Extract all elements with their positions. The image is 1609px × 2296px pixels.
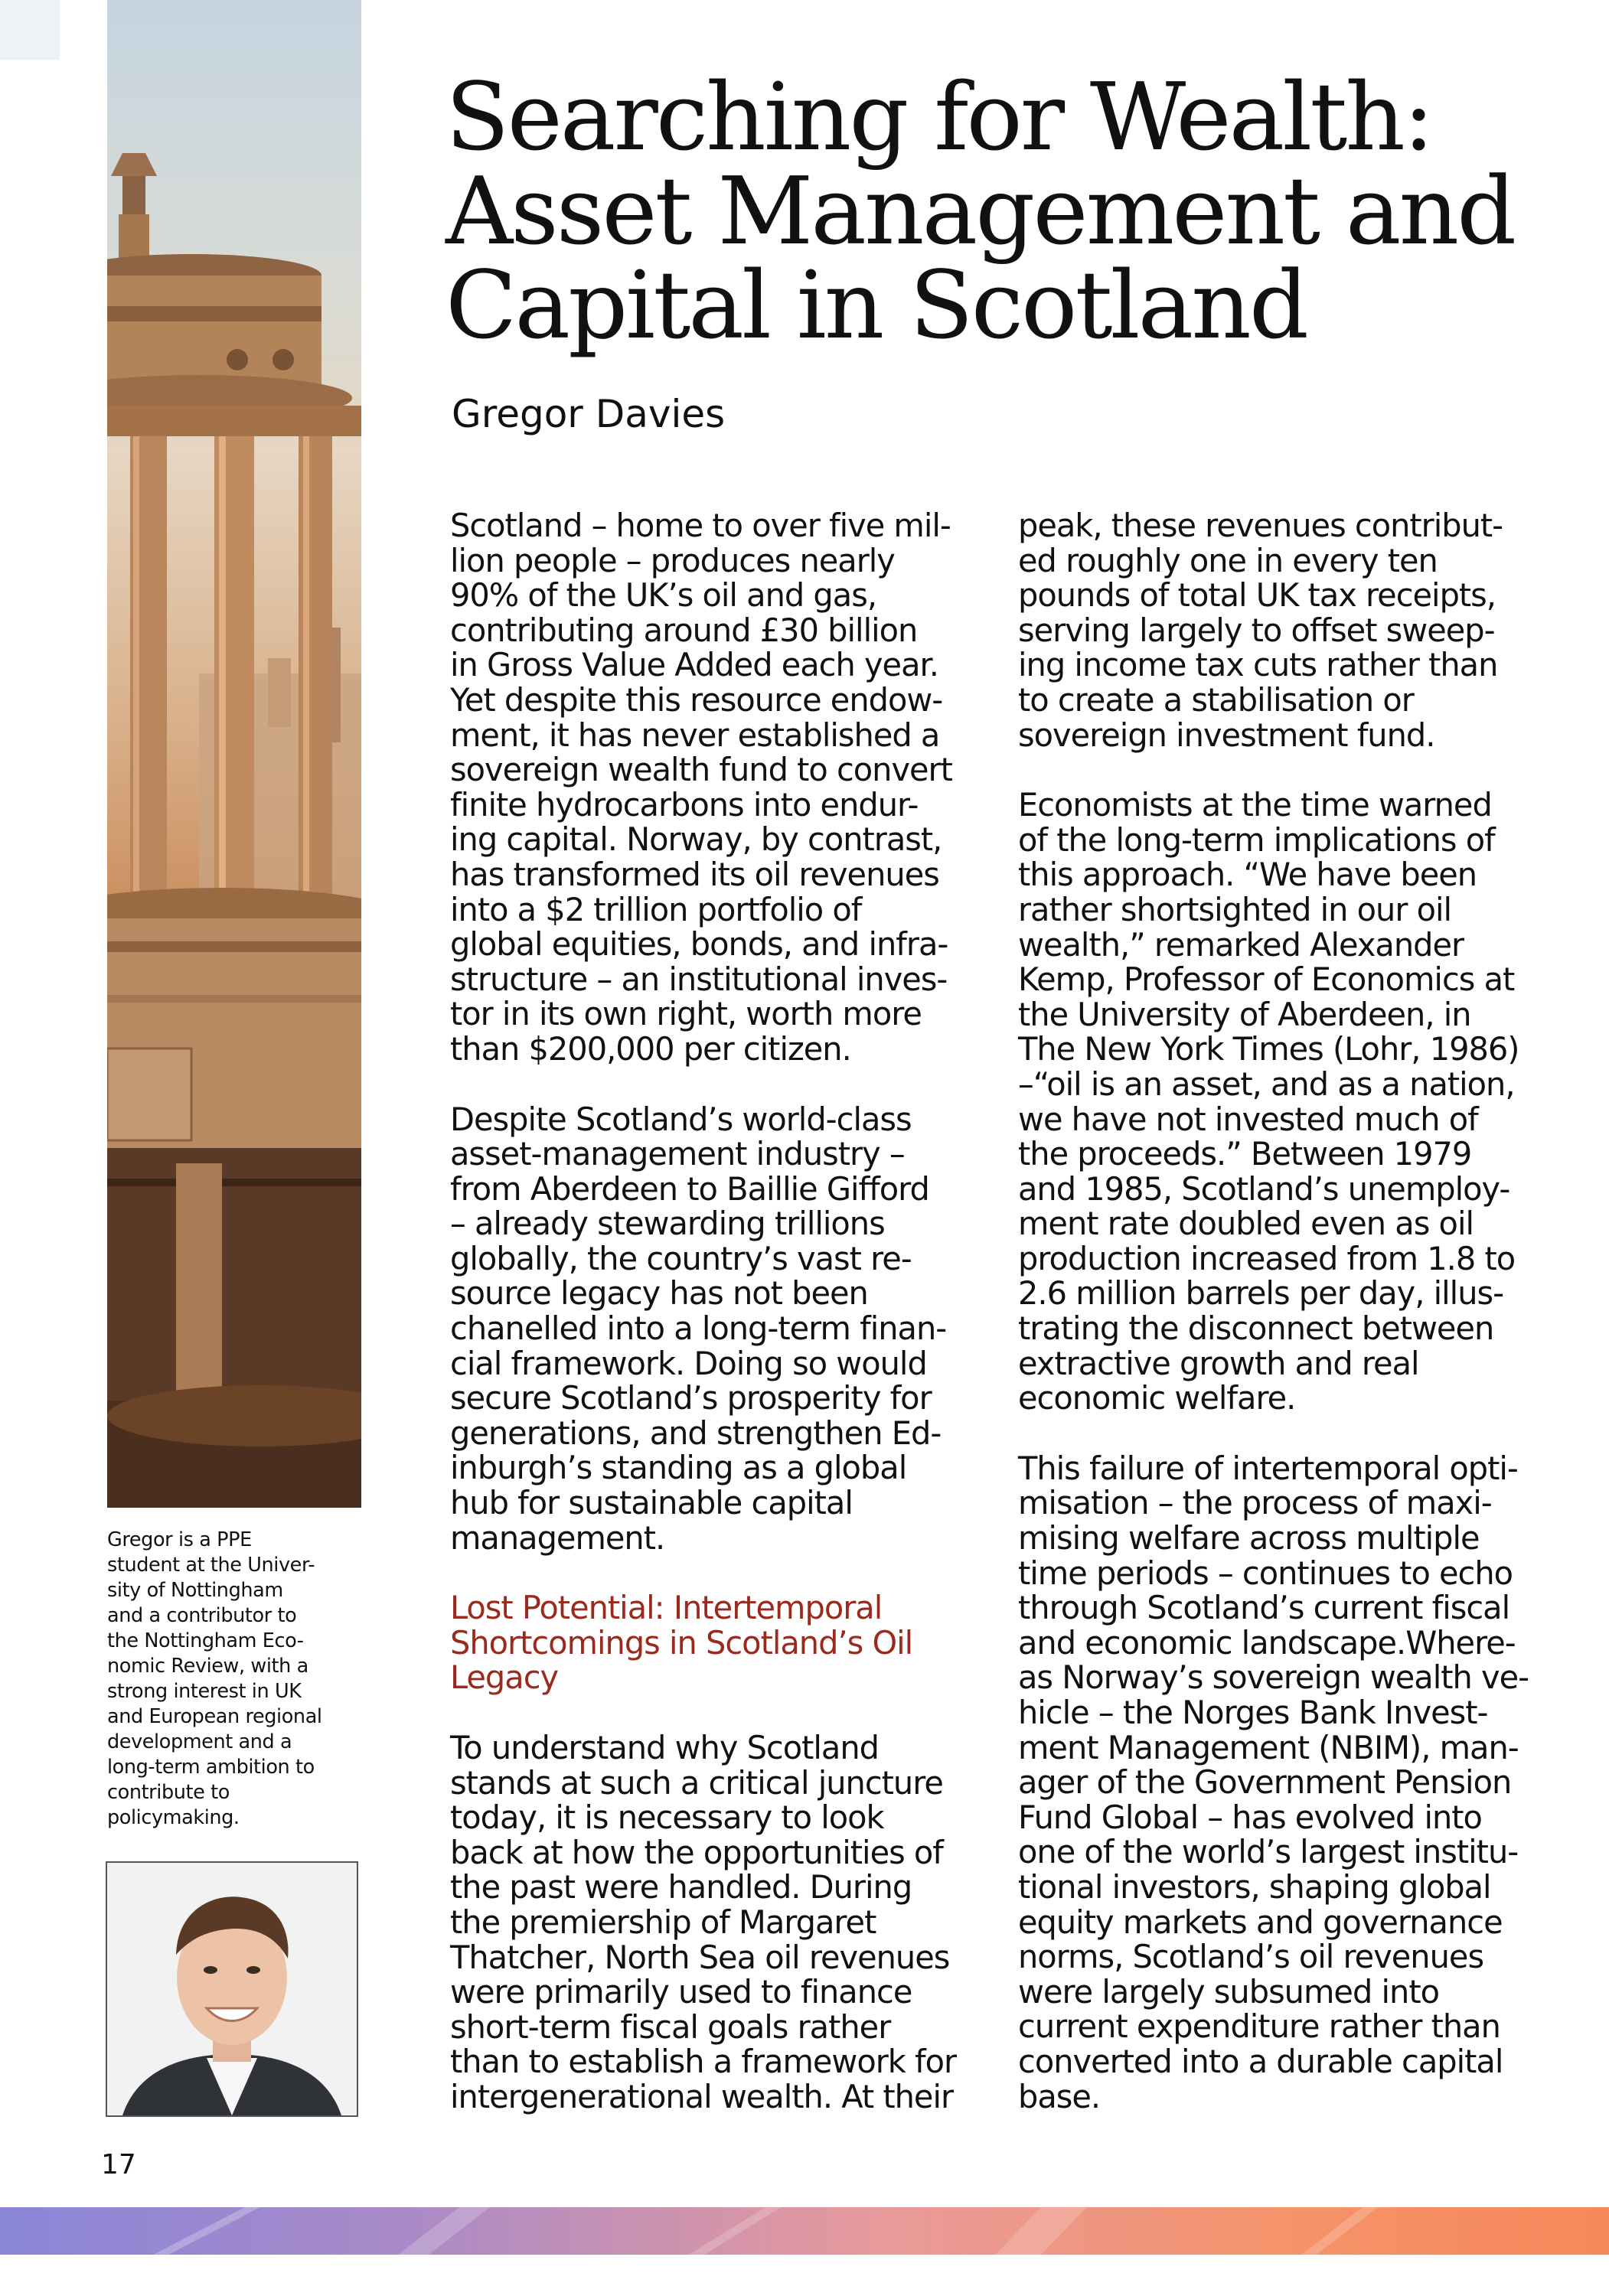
text-line: hicle – the Norges Bank Invest- [1018, 1694, 1488, 1731]
text-line: than to establish a framework for [450, 2043, 957, 2081]
text-line: ment, it has never established a [450, 716, 940, 754]
text-line: trating the disconnect between [1018, 1309, 1494, 1348]
text-line: we have not invested much of [1018, 1100, 1478, 1138]
text-line: Kemp, Professor of Economics at [1018, 960, 1515, 999]
text-line: cial framework. Doing so would [450, 1344, 927, 1382]
text-line: lion people – produces nearly [450, 541, 895, 579]
text-line: norms, Scotland’s oil revenues [1018, 1938, 1484, 1976]
section-heading [450, 1590, 1001, 1695]
text-line: ment Management (NBIM), man- [1018, 1728, 1519, 1766]
text-line: current expenditure rather than [1018, 2007, 1500, 2046]
paragraph [450, 1102, 1001, 1556]
text-line: mising welfare across multiple [1018, 1519, 1480, 1557]
text-line: wealth,” remarked Alexander [1018, 925, 1464, 964]
text-line: base. [1018, 2077, 1101, 2115]
text-line: this approach. “We have been [1018, 856, 1477, 894]
text-line: Fund Global – has evolved into [1018, 1798, 1482, 1836]
heading-line: Shortcomings in Scotland’s Oil [450, 1623, 913, 1662]
text-line: inburgh’s standing as a global [450, 1449, 907, 1487]
article-title [445, 63, 1532, 360]
text-line: short-term fiscal goals rather [450, 2007, 891, 2046]
text-line: – already stewarding trillions [450, 1205, 885, 1243]
bio-line: and a contributor to [107, 1604, 297, 1627]
bio-line: nomic Review, with a [107, 1655, 308, 1678]
bio-line: long-term ambition to [107, 1756, 315, 1779]
bio-line: student at the Univer- [107, 1554, 315, 1577]
text-line: management. [450, 1518, 665, 1557]
text-line: To understand why Scotland [450, 1729, 880, 1766]
text-line: ing income tax cuts rather than [1018, 646, 1498, 684]
text-line: finite hydrocarbons into endur- [450, 785, 919, 823]
article-column-right [1018, 508, 1569, 2149]
text-line: rather shortsighted in our oil [1018, 890, 1452, 928]
text-line: tor in its own right, worth more [450, 995, 922, 1033]
text-line: 90% of the UK’s oil and gas, [450, 576, 877, 615]
text-line: the University of Aberdeen, in [1018, 995, 1471, 1033]
text-line: to create a stabilisation or [1018, 680, 1414, 719]
page-number: 17 [101, 2149, 136, 2180]
heading-line: Legacy [450, 1658, 559, 1697]
text-line: through Scotland’s current fiscal [1018, 1589, 1510, 1627]
text-line: extractive growth and real [1018, 1344, 1419, 1382]
bio-line: sity of Nottingham [107, 1579, 283, 1602]
text-line: ed roughly one in every ten [1018, 541, 1438, 579]
text-line: converted into a durable capital [1018, 2042, 1503, 2080]
text-line: and 1985, Scotland’s unemploy- [1018, 1169, 1510, 1208]
text-line: in Gross Value Added each year. [450, 646, 938, 684]
text-line: today, it is necessary to look [450, 1799, 884, 1837]
title-line: Asset Management and [445, 157, 1515, 266]
bio-line: the Nottingham Eco- [107, 1629, 304, 1652]
text-line: the proceeds.” Between 1979 [1018, 1135, 1472, 1173]
author-bio [107, 1528, 367, 1831]
text-line: equity markets and governance [1018, 1903, 1503, 1941]
text-line: 2.6 million barrels per day, illus- [1018, 1274, 1504, 1313]
text-line: The New York Times (Lohr, 1986) [1018, 1030, 1519, 1068]
portrait-illustration [107, 1863, 357, 2115]
title-line: Capital in Scotland [445, 251, 1307, 360]
bio-line: Gregor is a PPE [107, 1528, 252, 1551]
text-line: globally, the country’s vast re- [450, 1239, 912, 1277]
text-line: the past were handled. During [450, 1868, 912, 1906]
text-line: Yet despite this resource endow- [450, 680, 943, 719]
text-line: into a $2 trillion portfolio of [450, 890, 862, 928]
text-line: were largely subsumed into [1018, 1972, 1439, 2011]
text-line: of the long-term implications of [1018, 820, 1495, 859]
text-line: generations, and strengthen Ed- [450, 1414, 942, 1452]
text-line: one of the world’s largest institu- [1018, 1833, 1519, 1871]
text-line: misation – the process of maxi- [1018, 1484, 1492, 1522]
corner-tab [0, 0, 60, 60]
article-column-left [450, 508, 1001, 2150]
text-line: contributing around £30 billion [450, 611, 918, 649]
text-line: from Aberdeen to Baillie Gifford [450, 1169, 929, 1208]
text-line: global equities, bonds, and infra- [450, 925, 948, 964]
paragraph [450, 1730, 1001, 2115]
text-line: Despite Scotland’s world-class [450, 1100, 912, 1138]
text-line: pounds of total UK tax receipts, [1018, 576, 1496, 615]
paragraph [1018, 788, 1569, 1416]
bio-line: and European regional [107, 1705, 322, 1728]
text-line: back at how the opportunities of [450, 1833, 943, 1871]
paragraph [1018, 508, 1569, 752]
text-line: ager of the Government Pension [1018, 1763, 1512, 1802]
text-line: ing capital. Norway, by contrast, [450, 820, 942, 859]
text-line: –“oil is an asset, and as a nation, [1018, 1065, 1515, 1103]
text-line: structure – an institutional inves- [450, 960, 948, 998]
bio-line: development and a [107, 1730, 292, 1753]
text-line: Scotland – home to over five mil- [450, 507, 951, 544]
text-line: sovereign wealth fund to convert [450, 751, 952, 789]
monument-illustration [107, 0, 361, 1508]
text-line: Economists at the time warned [1018, 786, 1492, 824]
text-line: sovereign investment fund. [1018, 716, 1435, 754]
text-line: secure Scotland’s prosperity for [450, 1379, 932, 1417]
text-line: production increased from 1.8 to [1018, 1239, 1516, 1277]
title-line: Searching for Wealth: [445, 63, 1433, 171]
text-line: source legacy has not been [450, 1274, 868, 1313]
text-line: This failure of intertemporal opti- [1018, 1449, 1518, 1487]
text-line: than $200,000 per citizen. [450, 1029, 851, 1068]
hero-photo [107, 0, 361, 1508]
bio-line: contribute to [107, 1781, 230, 1804]
text-line: Thatcher, North Sea oil revenues [450, 1938, 950, 1976]
text-line: stands at such a critical juncture [450, 1763, 943, 1802]
text-line: asset-management industry – [450, 1135, 905, 1173]
text-line: time periods – continues to echo [1018, 1554, 1513, 1592]
text-line: peak, these revenues contribut- [1018, 507, 1503, 544]
footer-decoration [0, 2207, 1609, 2255]
author-portrait [106, 1861, 358, 2117]
text-line: and economic landscape.Where- [1018, 1623, 1516, 1662]
text-line: serving largely to offset sweep- [1018, 611, 1495, 649]
author-name: Gregor Davies [452, 392, 726, 436]
heading-line: Lost Potential: Intertemporal [450, 1589, 883, 1627]
text-line: were primarily used to finance [450, 1973, 912, 2011]
text-line: chanelled into a long-term finan- [450, 1309, 947, 1348]
text-line: has transformed its oil revenues [450, 855, 939, 893]
text-line: the premiership of Margaret [450, 1903, 876, 1941]
text-line: ment rate doubled even as oil [1018, 1205, 1474, 1243]
text-line: tional investors, shaping global [1018, 1867, 1491, 1906]
bio-line: policymaking. [107, 1806, 240, 1829]
text-line: economic welfare. [1018, 1379, 1296, 1417]
text-line: intergenerational wealth. At their [450, 2077, 954, 2115]
text-line: hub for sustainable capital [450, 1484, 853, 1522]
paragraph [1018, 1451, 1569, 2114]
footer-pattern [0, 2207, 1609, 2255]
text-line: as Norway’s sovereign wealth ve- [1018, 1658, 1529, 1697]
paragraph [450, 508, 1001, 1067]
bio-line: strong interest in UK [107, 1680, 302, 1703]
